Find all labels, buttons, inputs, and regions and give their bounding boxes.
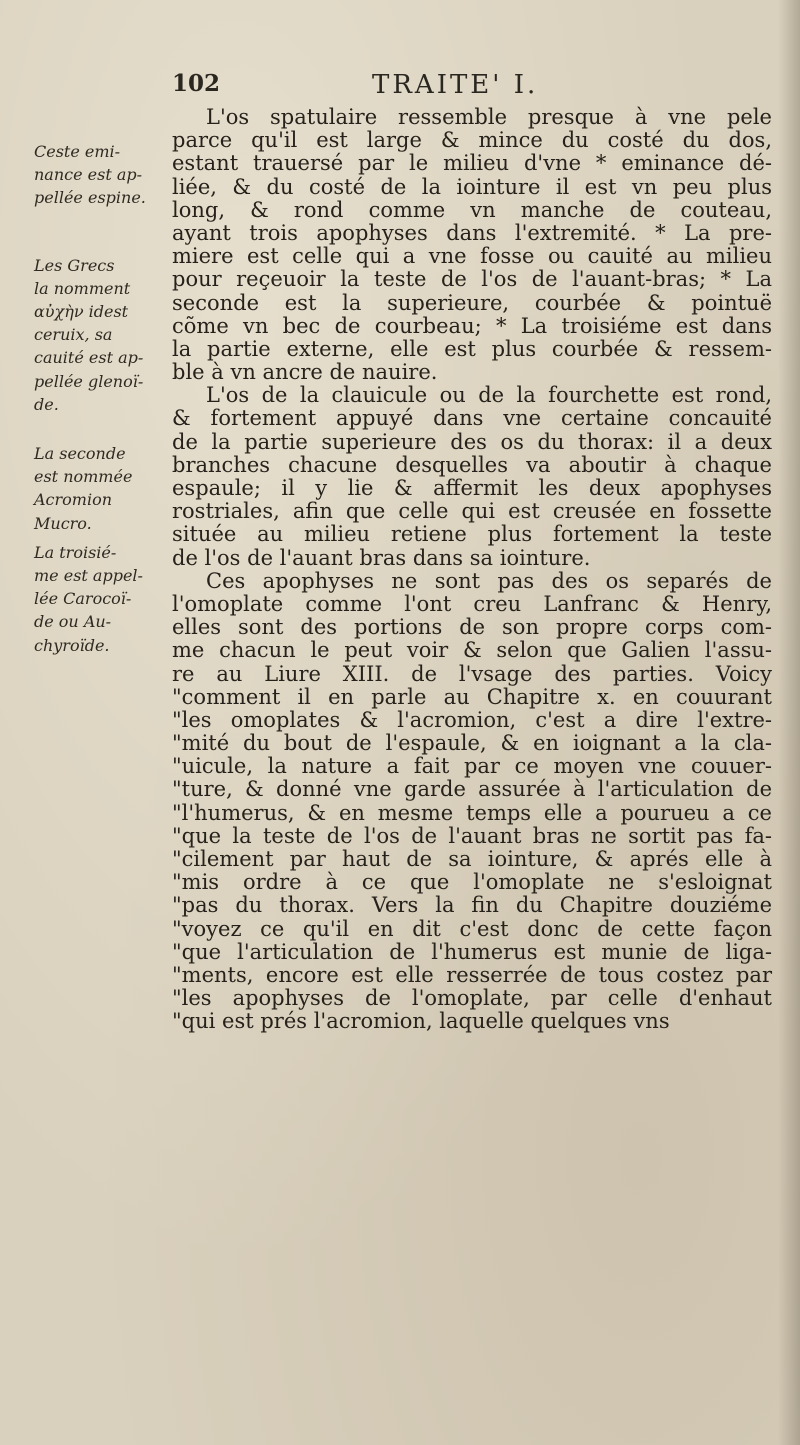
text-line: & fortement appuyé dans vne certaine concauité [172, 406, 772, 431]
page-header [172, 70, 772, 104]
margin-note-line: αὐχὴν idest [34, 302, 129, 322]
text-line: de l'os de l'auant bras dans sa iointure. [172, 545, 591, 570]
text-line: me chacun le peut voir & selon que Galien l'assu- [172, 638, 772, 663]
text-line: re au Liure XIII. de l'vsage des parties. Voicy [172, 661, 772, 686]
margin-note [34, 541, 168, 657]
text-line: "mis ordre à ce que l'omoplate ne s'esloignat [172, 870, 772, 895]
text-line: "l'humerus, & en mesme temps elle a pourueu a ce [172, 800, 772, 825]
margin-note-line: ceruix, sa [34, 325, 113, 345]
margin-note-line: Mucro. [34, 513, 92, 533]
margin-note-line: la nomment [34, 278, 131, 298]
margin-note-line: La seconde [34, 444, 126, 464]
text-line: espaule; il y lie & affermit les deux apophyses [172, 476, 772, 500]
text-line: "mité du bout de l'espaule, & en ioignant a la cla- [172, 731, 772, 756]
text-line: la partie externe, elle est plus courbée & ressem- [172, 336, 772, 361]
margin-note-line: est nommée [34, 467, 133, 487]
text-line: rostriales, afin que celle qui est creusée en fossette [172, 499, 772, 524]
text-line: cõme vn bec de courbeau; * La troisiéme est dans [172, 313, 772, 338]
text-line: Ces apophyses ne sont pas des os separés de [206, 568, 772, 593]
text-line: "ture, & donné vne garde assurée à l'articulation de [172, 777, 772, 802]
text-line: ayant trois apophyses dans l'extremité. * La pre- [172, 220, 772, 245]
text-line: de la partie superieure des os du thorax: il a deux [172, 429, 772, 454]
margin-note-line: pellée glenoï- [34, 371, 144, 391]
text-line: "qui est prés l'acromion, laquelle quelques vns [172, 1009, 670, 1034]
text-line: estant trauersé par le milieu d'vne * eminance dé- [172, 151, 772, 176]
text-line: "ments, encore est elle resserrée de tous costez par [172, 962, 772, 987]
margin-note-line: pellée espine. [34, 188, 146, 208]
margin-note-line: cauité est ap- [34, 348, 144, 368]
margin-note [34, 254, 168, 416]
text-line: pour reçeuoir la teste de l'os de l'auant-bras; * La [172, 267, 772, 292]
text-line: L'os de la clauicule ou de la fourchette est rond, [206, 383, 772, 408]
text-line: miere est celle qui a vne fosse ou cauité au milieu [172, 244, 772, 269]
text-line: l'omoplate comme l'ont creu Lanfranc & Henry, [172, 591, 772, 616]
margin-note [34, 140, 168, 210]
text-line: située au milieu retiene plus fortement la teste [172, 522, 772, 547]
margin-notes [34, 140, 168, 683]
margin-note-line: Les Grecs [34, 255, 115, 275]
margin-note-line: chyroïde. [34, 635, 110, 655]
margin-note [34, 442, 168, 535]
margin-note-line: lée Carocoï- [34, 589, 132, 609]
text-line: L'os spatulaire ressemble presque à vne pele [206, 105, 772, 129]
text-line: "pas du thorax. Vers la fin du Chapitre douziéme [172, 893, 772, 918]
margin-note-line: nance est ap- [34, 165, 143, 185]
gutter-shadow [778, 0, 800, 1445]
margin-note-line: de ou Au- [34, 612, 112, 632]
margin-note-line: me est appel- [34, 566, 143, 586]
margin-note-line: de. [34, 394, 59, 414]
text-line: parce qu'il est large & mince du costé du dos, [172, 128, 772, 153]
text-line: "les apophyses de l'omoplate, par celle d'enhaut [172, 986, 772, 1011]
page-number: 102 [172, 70, 221, 97]
text-line: "les omoplates & l'acromion, c'est a dire l'extre- [172, 707, 772, 732]
text-line: liée, & du costé de la iointure il est vn peu plus [172, 174, 772, 199]
text-line: seconde est la superieure, courbée & pointuë [172, 290, 772, 315]
text-line: branches chacune desquelles va aboutir à chaque [172, 452, 772, 477]
running-title: TRAITE' I. [372, 70, 539, 100]
margin-note-line: Ceste emi- [34, 142, 121, 161]
margin-note-line: La troisié- [34, 542, 117, 562]
text-line: "que l'articulation de l'humerus est munie de liga- [172, 939, 772, 964]
text-line: "comment il en parle au Chapitre x. en couurant [172, 684, 772, 709]
main-text [172, 106, 772, 1034]
text-line: "voyez ce qu'il en dit c'est donc de cette façon [172, 916, 772, 941]
text-line: long, & rond comme vn manche de couteau, [172, 197, 772, 222]
margin-note-line: Acromion [34, 490, 113, 510]
text-line: "que la teste de l'os de l'auant bras ne sortit pas fa- [172, 823, 772, 848]
text-line: "cilement par haut de sa iointure, & aprés elle à [172, 847, 772, 871]
text-line: ble à vn ancre de nauire. [172, 360, 438, 385]
text-line: "uicule, la nature a fait par ce moyen vne couuer- [172, 754, 772, 779]
text-line: elles sont des portions de son propre corps com- [172, 615, 772, 640]
